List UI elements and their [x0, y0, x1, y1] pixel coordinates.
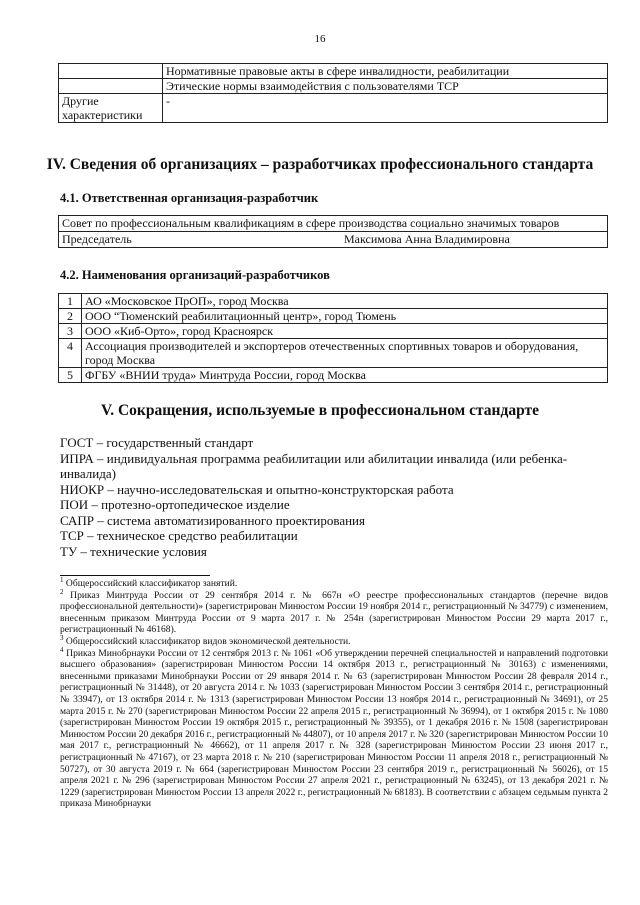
org-number: 1: [59, 294, 82, 309]
table-row: [59, 64, 608, 79]
list-item: ИПРА – индивидуальная программа реабилитации или абилитации инвалида (или ребенка-инвалида): [60, 450, 568, 481]
footnote: [60, 633, 608, 648]
responsible-org-table: [58, 215, 608, 248]
table-row: [59, 368, 608, 383]
org-number: 3: [59, 324, 82, 339]
table-row: [59, 294, 608, 309]
table-row: [59, 339, 608, 368]
abbreviations-list: [60, 435, 600, 559]
table-row: [59, 94, 608, 123]
footnotes: [60, 575, 608, 810]
row-label: [59, 64, 163, 79]
footnote-separator: [60, 575, 210, 576]
footnote-mark: 4: [60, 645, 64, 654]
developer-orgs-table: [58, 293, 608, 383]
section-4-heading: IV. Сведения об организациях – разработчиках профессионального стандарта: [46, 156, 594, 173]
org-name: ООО «Киб-Орто», город Красноярск: [82, 324, 608, 339]
list-item: ГОСТ – государственный стандарт: [60, 435, 254, 450]
org-number: 4: [59, 339, 82, 368]
row-value: Нормативные правовые акты в сфере инвалидности, реабилитации: [163, 64, 608, 79]
list-item: ТСР – техническое средство реабилитации: [60, 528, 298, 543]
footnote-text: Общероссийский классификатор видов экономической деятельности.: [65, 635, 351, 647]
row-label: [59, 79, 163, 94]
footnote-text: Общероссийский классификатор занятий.: [65, 578, 238, 589]
footnote: [60, 645, 608, 810]
footnote: [60, 587, 608, 636]
footnote-mark: 1: [60, 575, 64, 584]
subsection-4-2-heading: 4.2. Наименования организаций-разработчиков: [60, 268, 330, 282]
list-item: ТУ – технические условия: [60, 543, 207, 559]
footnote-text: Приказ Минобрнауки России от 12 сентября 2013 г. № 1061 «Об утверждении перечней специальностей и направлений подготовки высшего образования» (зарегистрирован Минюстом России 14 октября 2013 г., регистрационный № 30163) с изменениями, внесенными приказами Минобрнауки России от 29 января 2014 г. № 63 (зарегистрирован Минюстом России 28 февраля 2014 г., регистрационный № 31448), от 20 августа 2014 г. № 1033 (зарегистрирован Минюстом России 3 сентября 2014 г., регистрационный № 33947), от 13 октября 2014 г. № 1313 (зарегистрирован Минюстом России 13 ноября 2014 г., регистрационный № 34691), от 25 марта 2015 г. № 270 (зарегистрирован Минюстом России 22 апреля 2015 г., регистрационный № 36994), от 1 октября 2015 г. № 1080 (зарегистрирован Минюстом России 19 октября 2015 г., регистрационный № 39355), от 1 декабря 2016 г. № 1508 (зарегистрирован Минюстом России 20 декабря 2016 г., регистрационный № 44807), от 10 апреля 2017 г. № 320 (зарегистрирован Минюстом России 10 мая 2017 г., регистрационный № 46662), от 11 апреля 2017 г. № 328 (зарегистрирован Минюстом России 23 июня 2017 г., регистрационный № 47167), от 23 марта 2018 г. № 210 (зарегистрирован Минюстом России 11 апреля 2018 г., регистрационный № 50727), от 30 августа 2019 г. № 664 (зарегистрирован Минюстом России 23 сентября 2019 г., регистрационный № 56026), от 15 апреля 2021 г. № 296 (зарегистрирован Минюстом России 27 апреля 2021 г., регистрационный № 63245), от 13 декабря 2021 г. № 1229 (зарегистрирован Минюстом России 13 апреля 2022 г., регистрационный № 68183). В соответствии с абзацем седьмым пункта 2 приказа Минобрнауки: [60, 647, 608, 810]
org-number: 5: [59, 368, 82, 383]
table-row: [59, 79, 608, 94]
subsection-4-1-heading: 4.1. Ответственная организация-разработчик: [60, 191, 319, 205]
list-item: НИОКР – научно-исследовательская и опытно-конструкторская работа: [60, 481, 454, 497]
page-number: 16: [314, 33, 326, 45]
characteristics-table: [58, 63, 608, 123]
table-row: [59, 216, 608, 232]
responsible-org-name: Совет по профессиональным квалификациям в сфере производства социально значимых товаров: [59, 216, 608, 232]
row-value: Этические нормы взаимодействия с пользователями ТСР: [163, 79, 608, 94]
org-name: АО «Московское ПрОП», город Москва: [82, 294, 608, 309]
footnote-mark: 2: [60, 587, 64, 596]
footnote-mark: 3: [60, 633, 64, 642]
list-item: ПОИ – протезно-ортопедическое изделие: [60, 497, 290, 512]
list-item: САПР – система автоматизированного проектирования: [60, 512, 365, 528]
footnote-text: Приказ Минтруда России от 29 сентября 2014 г. № 667н «О реестре профессиональных стандартов (перечне видов профессиональной деятельности)» (зарегистрирован Минюстом России 19 ноября 2014 г., регистрационный № 34779) с изменением, внесенным приказом Минтруда России от 9 марта 2017 г. № 254н (зарегистрирован Минюстом России 29 марта 2017 г., регистрационный № 46168).: [60, 589, 608, 636]
section-5-heading: V. Сокращения, используемые в профессиональном стандарте: [101, 402, 539, 419]
table-row: [59, 324, 608, 339]
chair-name: Максимова Анна Владимировна: [341, 232, 608, 248]
org-number: 2: [59, 309, 82, 324]
footnote: [60, 575, 608, 590]
org-name: ООО “Тюменский реабилитационный центр», город Тюмень: [82, 309, 608, 324]
org-name: ФГБУ «ВНИИ труда» Минтруда России, город Москва: [82, 368, 608, 383]
row-value: -: [163, 94, 608, 123]
row-label: Другие характеристики: [59, 94, 163, 123]
table-row: [59, 309, 608, 324]
table-row: [59, 232, 608, 248]
chair-label: Председатель: [59, 232, 342, 248]
org-name: Ассоциация производителей и экспортеров отечественных спортивных товаров и оборудования, город Москва: [82, 339, 608, 368]
